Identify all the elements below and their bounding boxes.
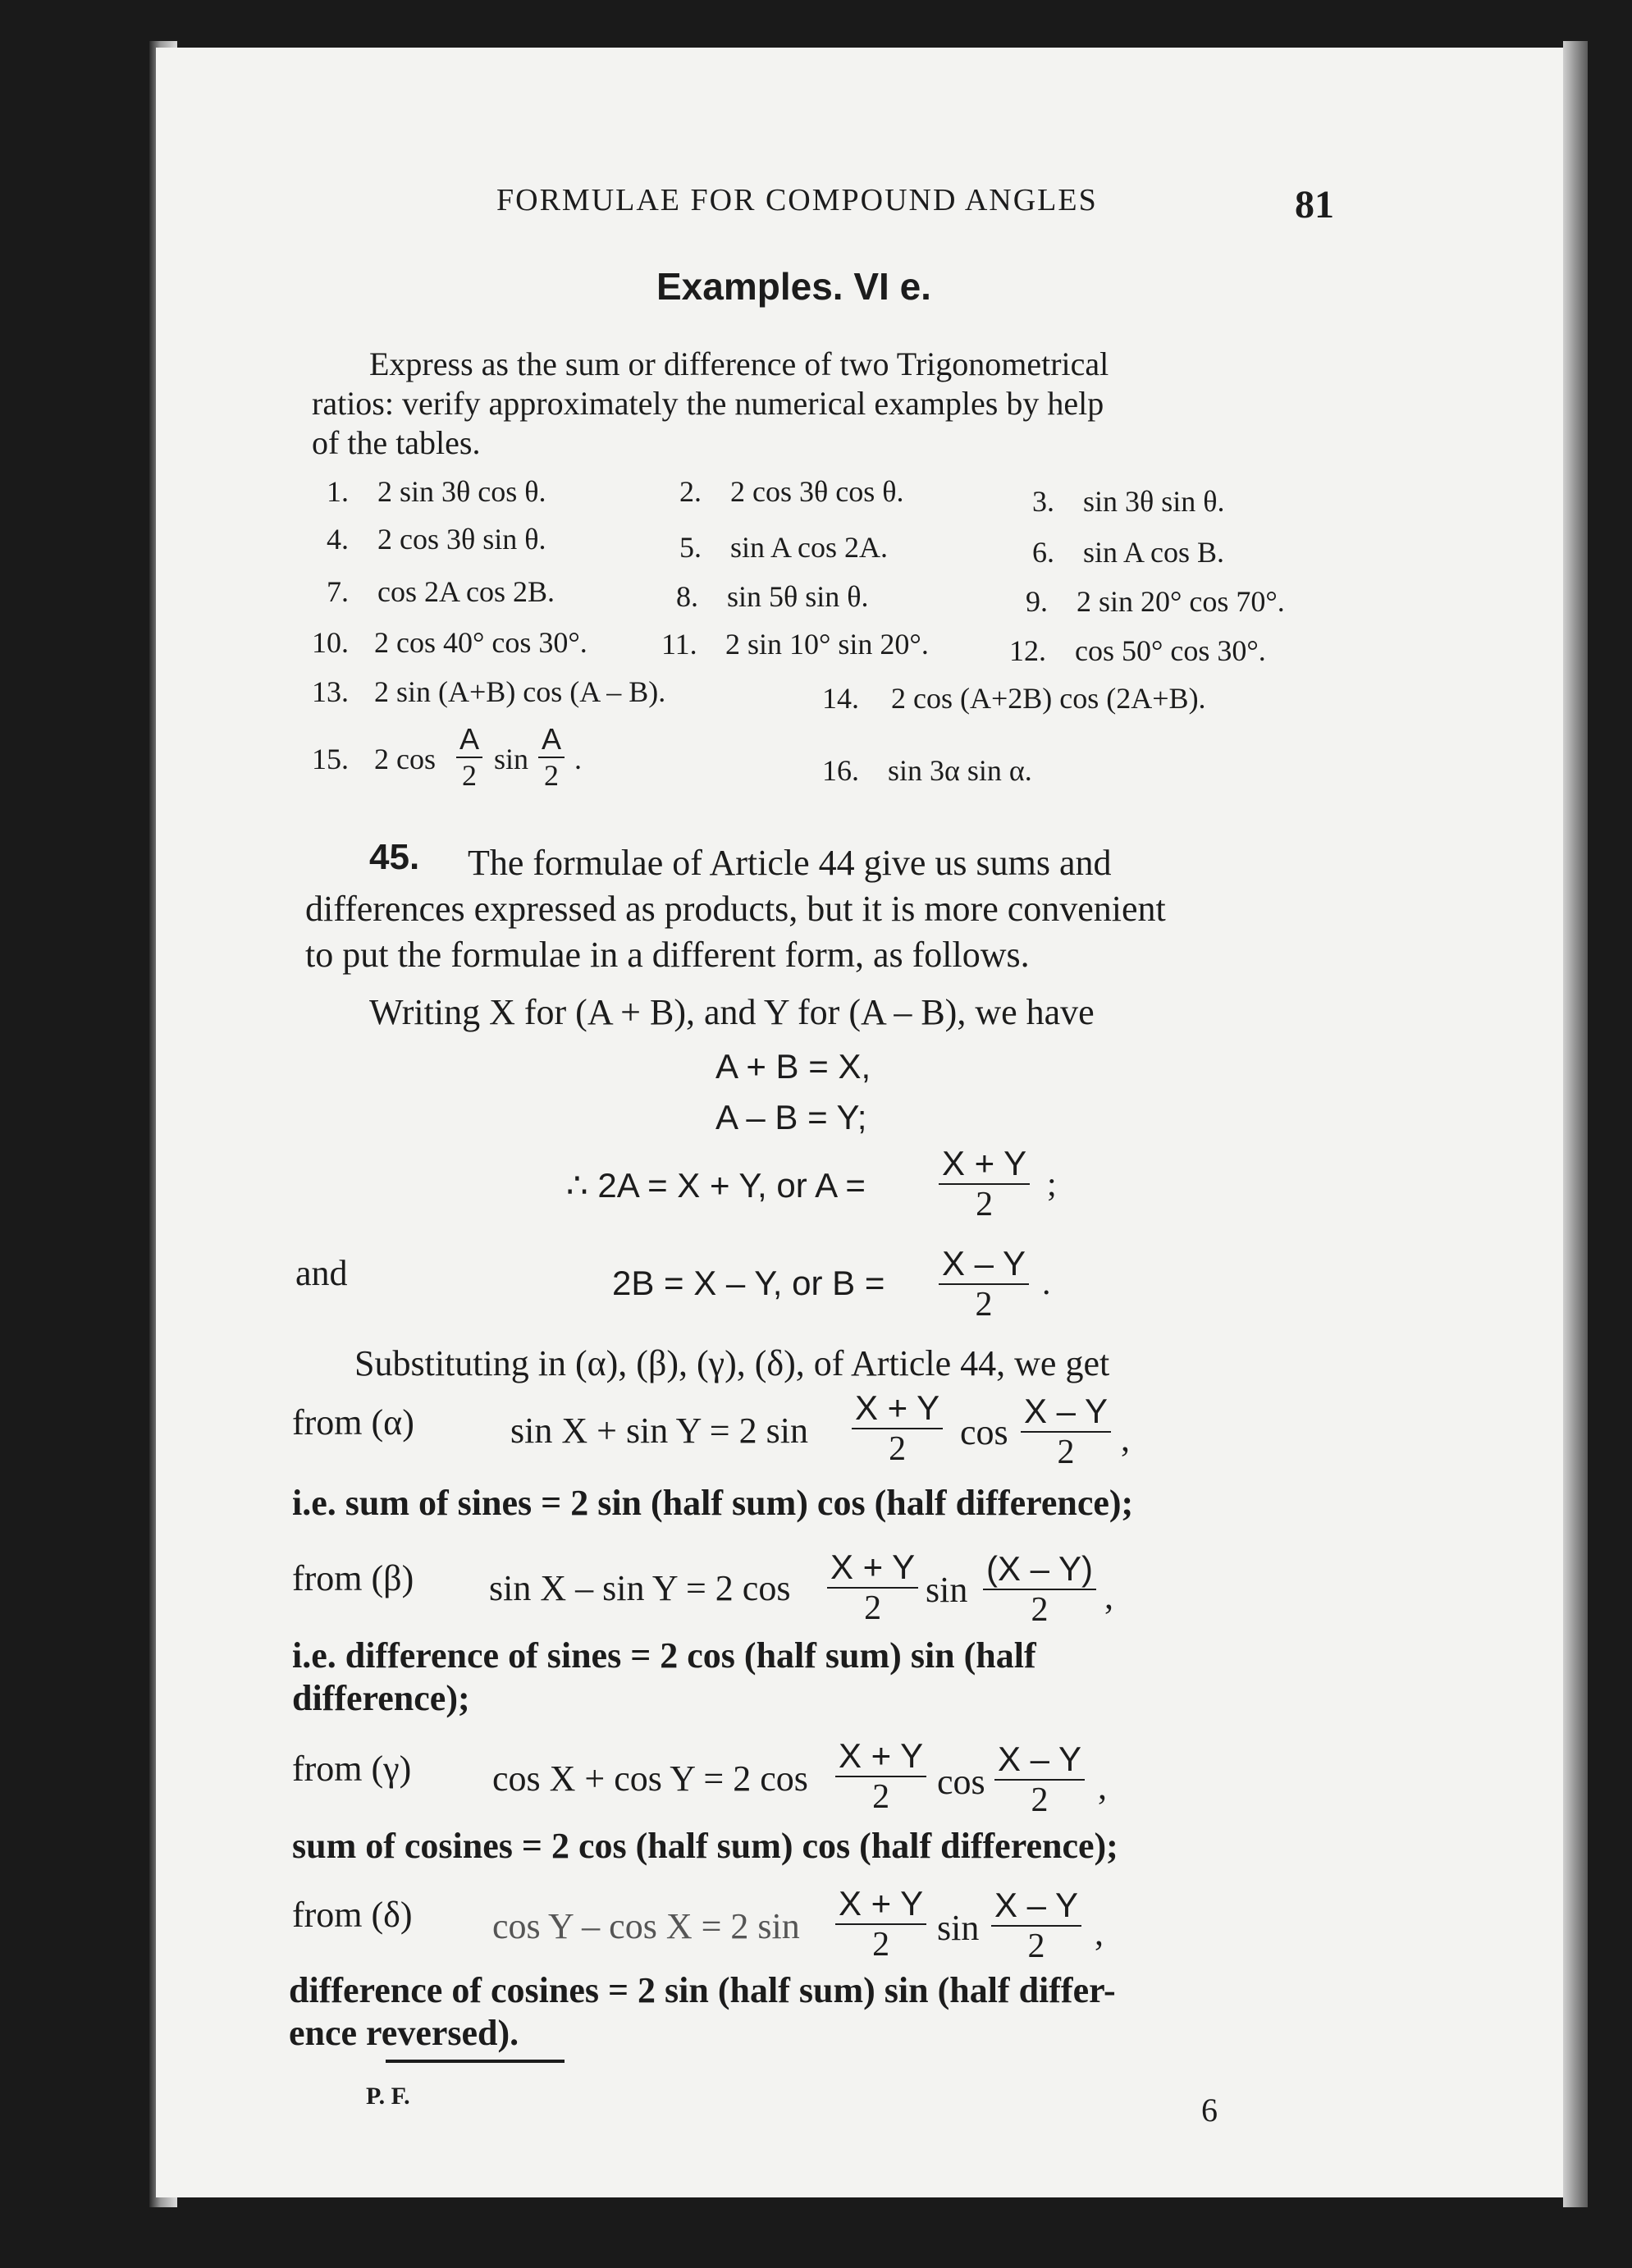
summary-line: difference); bbox=[292, 1678, 470, 1718]
article-line: The formulae of Article 44 give us sums and bbox=[468, 843, 1112, 883]
from-label: from (δ) bbox=[292, 1895, 413, 1935]
example-expression: sin bbox=[494, 743, 529, 775]
sheet-number: 6 bbox=[1201, 2092, 1218, 2129]
fraction: $\frac{X + Y}{2}$ bbox=[835, 1884, 926, 1964]
identity: cos bbox=[960, 1412, 1008, 1452]
underline bbox=[386, 2060, 565, 2063]
summary-line: i.e. difference of sines = 2 cos (half sum) sin (half bbox=[292, 1635, 1036, 1676]
example-number: 3. bbox=[1032, 485, 1054, 518]
example-number: 11. bbox=[661, 628, 697, 661]
example-expression: 2 cos 40° cos 30°. bbox=[374, 626, 587, 659]
article-number: 45. bbox=[369, 837, 420, 877]
example-expression: 2 cos (A+2B) cos (2A+B). bbox=[891, 682, 1206, 715]
identity: sin bbox=[926, 1570, 968, 1610]
connector-text: and bbox=[295, 1253, 348, 1293]
from-label: from (γ) bbox=[292, 1749, 412, 1789]
running-title: FORMULAE FOR COMPOUND ANGLES bbox=[496, 183, 1098, 217]
example-expression: 2 sin (A+B) cos (A – B). bbox=[374, 675, 666, 708]
identity: cos X + cos Y = 2 cos bbox=[492, 1758, 808, 1799]
equation: A – B = Y; bbox=[715, 1098, 867, 1136]
page-number: 81 bbox=[1295, 183, 1334, 226]
instruction-line: Express as the sum or difference of two Trigonometrical bbox=[369, 345, 1109, 382]
example-number: 4. bbox=[327, 523, 349, 556]
example-expression: 2 cos 3θ cos θ. bbox=[730, 475, 904, 508]
identity: , bbox=[1098, 1767, 1107, 1807]
identity: cos bbox=[937, 1762, 985, 1802]
equation: 2B = X – Y, or B = bbox=[612, 1264, 885, 1302]
example-number: 10. bbox=[312, 626, 349, 659]
example-number: 6. bbox=[1032, 536, 1054, 569]
example-expression: 2 sin 10° sin 20°. bbox=[725, 628, 929, 661]
identity: , bbox=[1104, 1576, 1113, 1616]
from-label: from (α) bbox=[292, 1402, 414, 1443]
example-number: 1. bbox=[327, 475, 349, 508]
equation: ; bbox=[1047, 1166, 1057, 1204]
example-expression: 2 sin 3θ cos θ. bbox=[377, 475, 546, 508]
equation: . bbox=[1042, 1264, 1051, 1302]
fraction: $\frac{X - Y}{2}$ bbox=[994, 1740, 1085, 1820]
section-title: Examples. VI e. bbox=[656, 265, 931, 308]
example-number: 14. bbox=[822, 682, 859, 715]
fraction: $\frac{X - Y}{2}$ bbox=[991, 1886, 1081, 1966]
identity: sin X + sin Y = 2 sin bbox=[510, 1411, 808, 1451]
fraction: $\frac{A}{2}$ bbox=[538, 722, 565, 793]
example-expression: sin 3α sin α. bbox=[888, 754, 1032, 787]
example-expression: 2 cos bbox=[374, 743, 436, 775]
summary-line: ence reversed). bbox=[289, 2013, 519, 2053]
equation: ∴ 2A = X + Y, or A = bbox=[566, 1166, 866, 1205]
identity: cos Y – cos X = 2 sin bbox=[492, 1906, 800, 1946]
from-label: from (β) bbox=[292, 1558, 414, 1598]
example-number: 16. bbox=[822, 754, 859, 787]
fraction: $\frac{X - Y}{2}$ bbox=[1021, 1392, 1111, 1472]
instruction-line: ratios: verify approximately the numerical examples by help bbox=[312, 385, 1104, 422]
summary-line: i.e. sum of sines = 2 sin (half sum) cos (half difference); bbox=[292, 1483, 1134, 1523]
example-number: 5. bbox=[679, 531, 702, 564]
fraction: $\frac{X + Y}{2}$ bbox=[827, 1548, 918, 1628]
example-expression: sin A cos B. bbox=[1083, 536, 1225, 569]
article-line: to put the formulae in a different form, as follows. bbox=[305, 935, 1030, 975]
identity: sin X – sin Y = 2 cos bbox=[489, 1568, 791, 1608]
example-number: 8. bbox=[676, 580, 698, 613]
fraction: $\frac{X + Y}{2}$ bbox=[939, 1144, 1030, 1224]
fraction: $\frac{(X - Y)}{2}$ bbox=[983, 1549, 1096, 1630]
example-number: 9. bbox=[1026, 585, 1048, 618]
example-expression: sin A cos 2A. bbox=[730, 531, 889, 564]
signature-mark: P. F. bbox=[366, 2083, 410, 2110]
example-number: 7. bbox=[327, 575, 349, 608]
fraction: $\frac{A}{2}$ bbox=[456, 722, 482, 793]
example-number: 13. bbox=[312, 675, 349, 708]
example-number: 15. bbox=[312, 743, 349, 775]
example-number: 12. bbox=[1009, 634, 1046, 667]
article-line: differences expressed as products, but it is more convenient bbox=[305, 889, 1166, 929]
fraction: $\frac{X + Y}{2}$ bbox=[835, 1736, 926, 1817]
equation: A + B = X, bbox=[715, 1047, 871, 1086]
identity: , bbox=[1095, 1913, 1104, 1953]
summary-line: sum of cosines = 2 cos (half sum) cos (half difference); bbox=[292, 1826, 1118, 1866]
article-line: Writing X for (A + B), and Y for (A – B), we have bbox=[369, 992, 1095, 1032]
example-expression: cos 2A cos 2B. bbox=[377, 575, 555, 608]
example-expression: sin 3θ sin θ. bbox=[1083, 485, 1225, 518]
example-expression: cos 50° cos 30°. bbox=[1075, 634, 1266, 667]
fraction: $\frac{X + Y}{2}$ bbox=[852, 1388, 943, 1469]
article-line: Substituting in (α), (β), (γ), (δ), of Article 44, we get bbox=[354, 1343, 1110, 1383]
example-number: 2. bbox=[679, 475, 702, 508]
identity: , bbox=[1121, 1419, 1130, 1459]
fraction: $\frac{X - Y}{2}$ bbox=[939, 1244, 1029, 1324]
instruction-line: of the tables. bbox=[312, 424, 481, 461]
page-edge bbox=[1563, 41, 1588, 2207]
example-expression: . bbox=[574, 743, 582, 775]
example-expression: 2 cos 3θ sin θ. bbox=[377, 523, 546, 556]
summary-line: difference of cosines = 2 sin (half sum) sin (half differ- bbox=[289, 1970, 1116, 2010]
identity: sin bbox=[937, 1908, 980, 1948]
example-expression: sin 5θ sin θ. bbox=[727, 580, 869, 613]
example-expression: 2 sin 20° cos 70°. bbox=[1077, 585, 1285, 618]
